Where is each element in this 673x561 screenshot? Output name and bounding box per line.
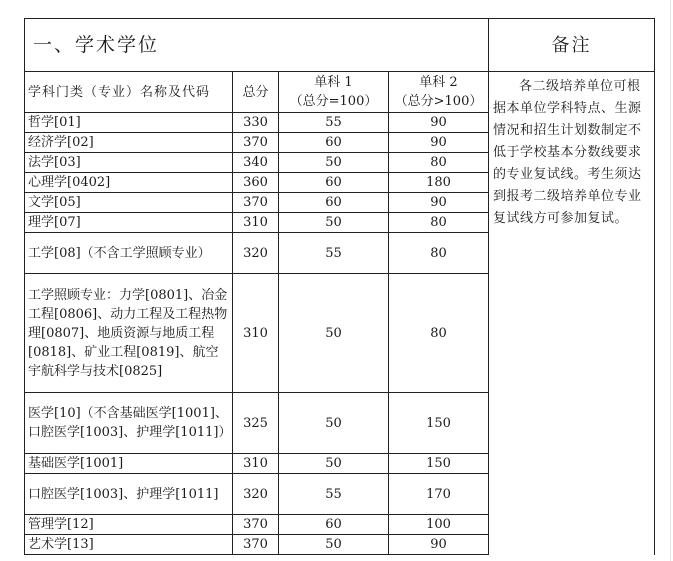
remark-body: 各二级培养单位可根据本单位学科特点、生源情况和招生计划数制定不低于学校基本分数线要求的专业复试线。考生须达到报考二级培养单位专业复试线方可参加复试。 — [489, 72, 655, 555]
cell-single2: 80 — [389, 233, 489, 274]
cell-total: 370 — [233, 133, 279, 153]
header-single2-line1: 单科 2 — [419, 75, 458, 90]
remark-header: 备注 — [489, 19, 655, 72]
cell-single1: 50 — [279, 454, 389, 474]
score-table-sheet — [24, 18, 654, 555]
cell-single2: 100 — [389, 515, 489, 535]
cell-subject-name: 基础医学[1001] — [25, 454, 233, 474]
cell-single2: 80 — [389, 213, 489, 233]
header-total: 总分 — [233, 72, 279, 113]
cell-single2: 90 — [389, 193, 489, 213]
header-single1 — [279, 72, 389, 113]
cell-single2: 90 — [389, 113, 489, 133]
cell-single1: 60 — [279, 173, 389, 193]
cell-single1: 55 — [279, 474, 389, 515]
cell-total: 340 — [233, 153, 279, 173]
cell-single2: 150 — [389, 393, 489, 454]
cell-single2: 80 — [389, 274, 489, 393]
score-table — [24, 18, 655, 555]
cell-single1: 50 — [279, 274, 389, 393]
cell-total: 320 — [233, 474, 279, 515]
cell-subject-name: 工学照顾专业：力学[0801]、冶金工程[0806]、动力工程及工程热物理[0807]、地质资源与地质工程 [0818]、矿业工程[0819]、航空宇航科学与技术[0825] — [25, 274, 233, 393]
cell-single2: 80 — [389, 153, 489, 173]
cell-single1: 50 — [279, 153, 389, 173]
cell-single1: 55 — [279, 113, 389, 133]
cell-total: 360 — [233, 173, 279, 193]
column-header-row — [25, 72, 655, 113]
header-subject-name: 学科门类（专业）名称及代码 — [25, 72, 233, 113]
cell-subject-name: 法学[03] — [25, 153, 233, 173]
page-top-edge — [0, 0, 673, 12]
cell-subject-name: 口腔医学[1003]、护理学[1011] — [25, 474, 233, 515]
cell-single2: 180 — [389, 173, 489, 193]
header-single2 — [389, 72, 489, 113]
cell-subject-name: 哲学[01] — [25, 113, 233, 133]
header-single1-line1: 单科 1 — [314, 75, 353, 90]
header-single1-line2: （总分=100） — [289, 94, 378, 109]
cell-single1: 60 — [279, 515, 389, 535]
cell-single2: 170 — [389, 474, 489, 515]
cell-single1: 50 — [279, 213, 389, 233]
cell-subject-name: 管理学[12] — [25, 515, 233, 535]
cell-subject-name: 医学[10]（不含基础医学[1001]、口腔医学[1003]、护理学[1011]） — [25, 393, 233, 454]
cell-single1: 50 — [279, 393, 389, 454]
cell-total: 320 — [233, 233, 279, 274]
section-title: 一、学术学位 — [25, 19, 489, 72]
cell-total: 310 — [233, 213, 279, 233]
cell-total: 310 — [233, 454, 279, 474]
cell-total: 325 — [233, 393, 279, 454]
cell-subject-name: 工学[08]（不含工学照顾专业） — [25, 233, 233, 274]
cell-single1: 60 — [279, 133, 389, 153]
cell-subject-name: 理学[07] — [25, 213, 233, 233]
cell-total: 370 — [233, 535, 279, 555]
cell-total: 310 — [233, 274, 279, 393]
cell-subject-name: 艺术学[13] — [25, 535, 233, 555]
cell-total: 330 — [233, 113, 279, 133]
cell-subject-name: 心理学[0402] — [25, 173, 233, 193]
page-right-edge — [670, 0, 671, 561]
cell-total: 370 — [233, 193, 279, 213]
cell-total: 370 — [233, 515, 279, 535]
cell-subject-name: 文学[05] — [25, 193, 233, 213]
cell-single2: 90 — [389, 535, 489, 555]
cell-single1: 50 — [279, 535, 389, 555]
cell-subject-name: 经济学[02] — [25, 133, 233, 153]
header-single2-line2: （总分>100） — [394, 94, 483, 109]
cell-single1: 55 — [279, 233, 389, 274]
cell-single1: 60 — [279, 193, 389, 213]
cell-single2: 90 — [389, 133, 489, 153]
cell-single2: 150 — [389, 454, 489, 474]
